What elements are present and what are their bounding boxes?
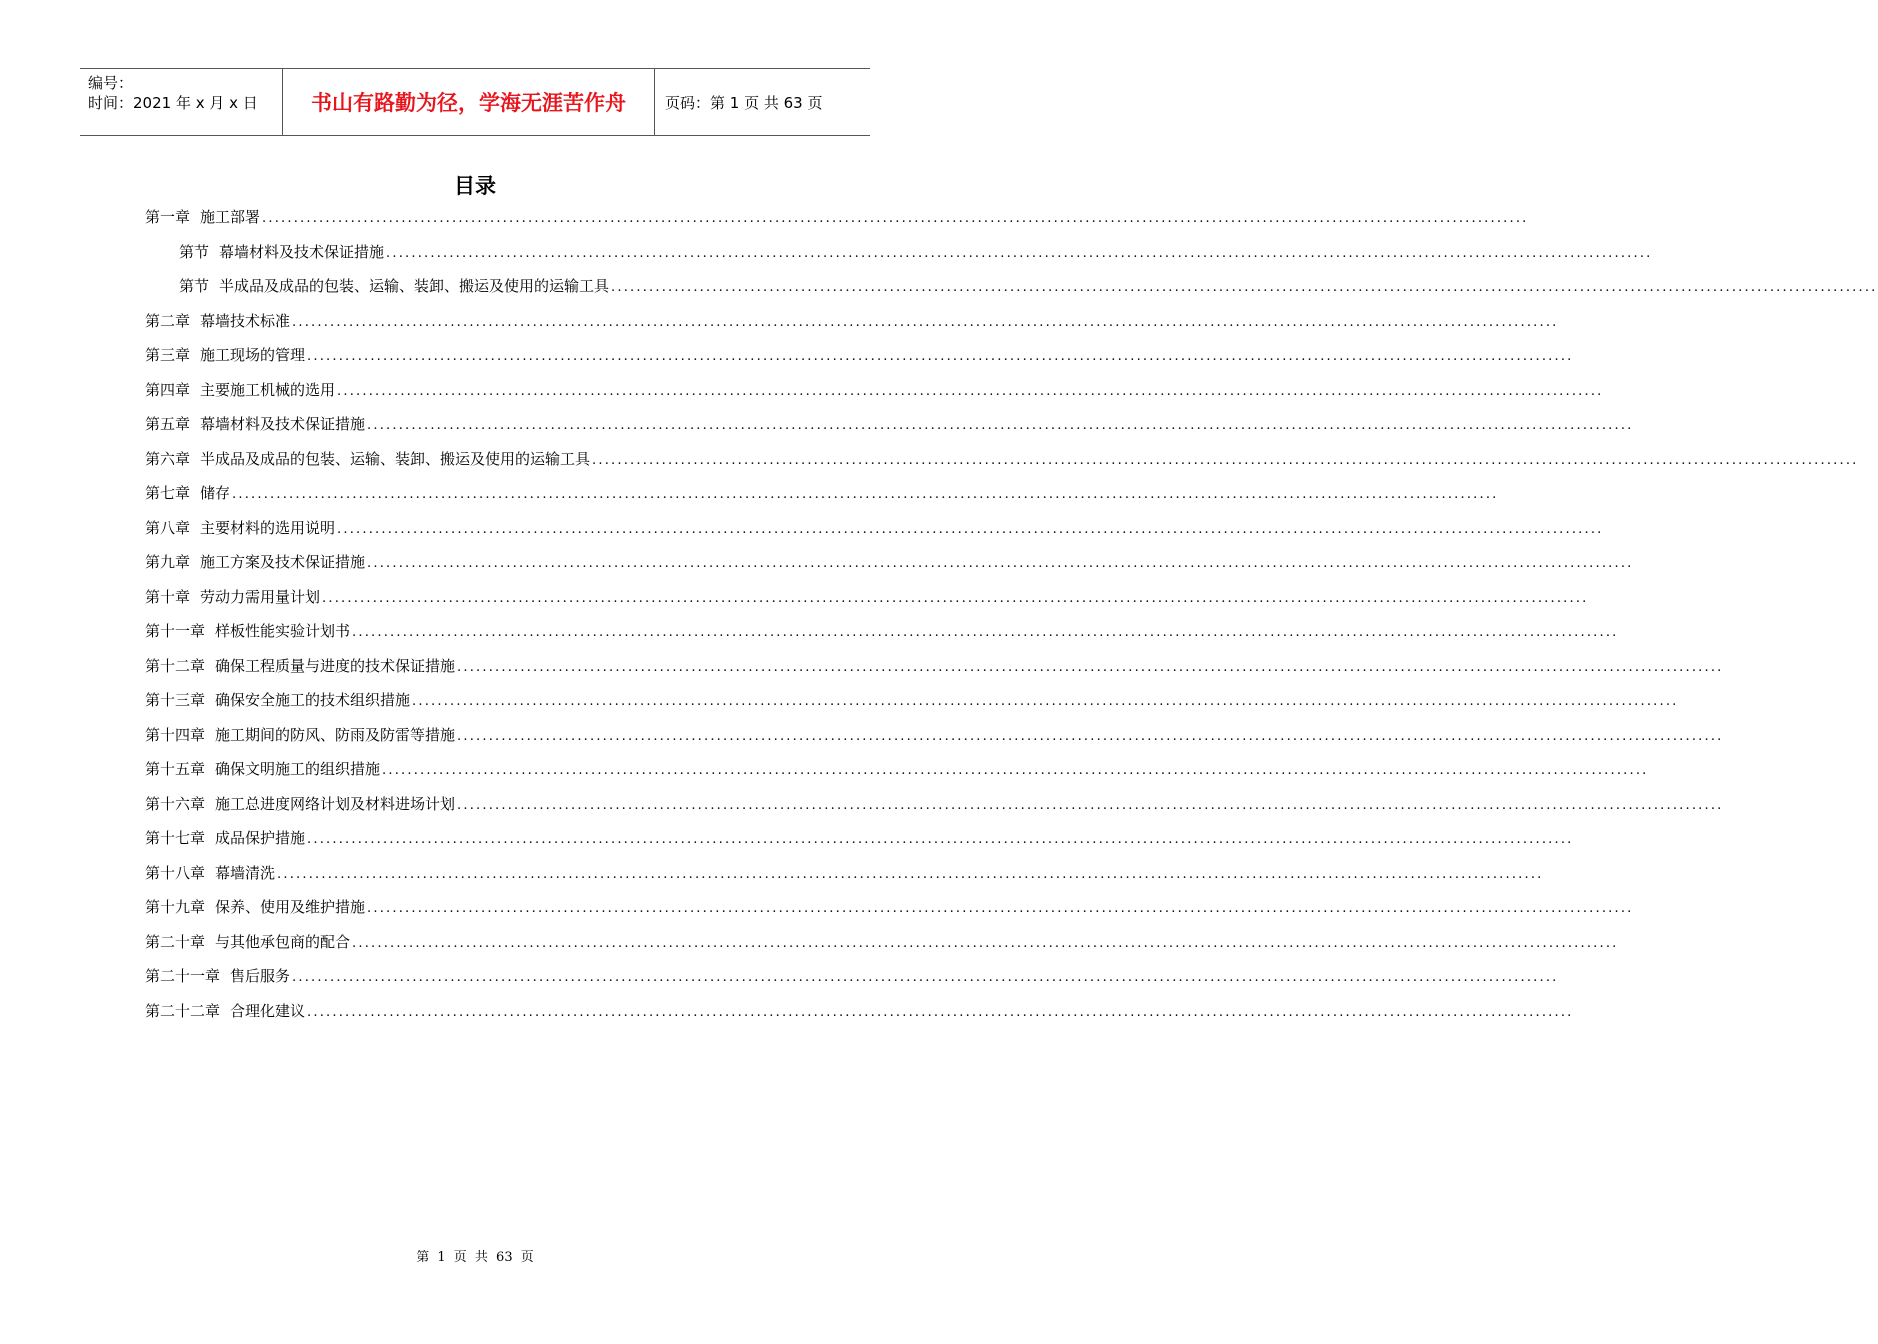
toc-dot-leader: ........................................................................................................................................................................................................	[292, 314, 1559, 330]
toc-entry[interactable]	[145, 206, 1529, 241]
toc-entry-number: 第十五章	[145, 760, 206, 778]
toc-entry[interactable]	[145, 689, 1679, 724]
toc-entry-title: 保养、使用及维护措施	[215, 898, 366, 916]
doc-number-label: 编号：	[88, 74, 134, 92]
toc-entry-number: 第十六章	[145, 794, 206, 813]
toc-entry[interactable]	[145, 586, 1589, 621]
toc-entry-number: 第十四章	[145, 725, 206, 744]
toc-entry-title: 幕墙技术标准	[200, 311, 291, 330]
toc-entry-title: 幕墙材料及技术保证措施	[219, 242, 385, 261]
toc-entry-number: 第六章	[145, 449, 191, 468]
toc-dot-leader: ........................................................................................................................................................................................................	[592, 452, 1859, 468]
toc-dot-leader: ........................................................................................................................................................................................................	[386, 245, 1653, 261]
toc-entry[interactable]	[145, 448, 1859, 483]
header-page-info: 页码：第 1 页 共 63 页	[665, 93, 823, 112]
toc-entry-number: 第十一章	[145, 622, 206, 640]
toc-entry-number: 第二十一章	[145, 967, 221, 985]
toc-dot-leader: ........................................................................................................................................................................................................	[367, 901, 1634, 916]
toc-entry[interactable]	[145, 413, 1634, 448]
toc-dot-leader: ........................................................................................................................................................................................................	[337, 521, 1604, 537]
table-of-contents	[145, 206, 1878, 1034]
toc-entry-title: 储存	[200, 484, 231, 502]
toc-entry[interactable]	[145, 896, 1634, 931]
toc-dot-leader: ........................................................................................................................................................................................................	[262, 211, 1529, 226]
doc-date-label: 时间：2021 年 x 月 x 日	[88, 94, 258, 112]
toc-entry-title: 幕墙材料及技术保证措施	[200, 415, 366, 433]
toc-entry-title: 施工总进度网络计划及材料进场计划	[215, 794, 456, 813]
toc-dot-leader: ........................................................................................................................................................................................................	[352, 935, 1619, 951]
toc-entry[interactable]	[145, 758, 1649, 793]
toc-dot-leader: ........................................................................................................................................................................................................	[382, 763, 1649, 778]
toc-dot-leader: ........................................................................................................................................................................................................	[412, 694, 1679, 709]
toc-entry[interactable]	[145, 517, 1604, 552]
page-footer: 第 1 页 共 63 页	[416, 1250, 534, 1265]
toc-dot-leader: ........................................................................................................................................................................................................	[307, 349, 1574, 364]
toc-title: 目录	[454, 174, 496, 198]
toc-entry-title: 确保工程质量与进度的技术保证措施	[215, 656, 456, 675]
toc-entry-number: 第节	[179, 242, 210, 261]
toc-entry-number: 第十章	[145, 587, 191, 606]
toc-entry-number: 第十三章	[145, 691, 206, 709]
toc-dot-leader: ........................................................................................................................................................................................................	[457, 659, 1724, 675]
toc-entry[interactable]	[145, 551, 1634, 586]
toc-entry-number: 第九章	[145, 553, 191, 571]
toc-entry-title: 售后服务	[230, 967, 291, 985]
toc-entry[interactable]	[145, 827, 1574, 862]
toc-entry-title: 样板性能实验计划书	[215, 622, 351, 640]
header-meta	[80, 69, 282, 135]
toc-entry[interactable]	[145, 241, 1653, 276]
toc-entry[interactable]	[145, 793, 1724, 828]
toc-entry-number: 第一章	[145, 208, 191, 226]
toc-entry[interactable]	[145, 344, 1574, 379]
toc-entry-number: 第八章	[145, 518, 191, 537]
toc-dot-leader: ........................................................................................................................................................................................................	[611, 280, 1878, 295]
toc-entry[interactable]	[145, 379, 1604, 414]
toc-dot-leader: ........................................................................................................................................................................................................	[352, 625, 1619, 640]
toc-dot-leader: ........................................................................................................................................................................................................	[337, 383, 1604, 399]
toc-entry-title: 幕墙清洗	[215, 863, 276, 882]
toc-entry[interactable]	[145, 931, 1619, 966]
toc-entry-title: 主要材料的选用说明	[200, 518, 336, 537]
toc-dot-leader: ........................................................................................................................................................................................................	[277, 866, 1544, 882]
toc-entry-title: 确保安全施工的技术组织措施	[215, 691, 411, 709]
toc-entry-title: 成品保护措施	[215, 829, 306, 847]
toc-entry-number: 第十二章	[145, 656, 206, 675]
toc-entry-title: 半成品及成品的包装、运输、装卸、搬运及使用的运输工具	[200, 449, 591, 468]
toc-entry-title: 劳动力需用量计划	[200, 587, 321, 606]
toc-entry-title: 施工现场的管理	[200, 346, 306, 364]
toc-entry-number: 第十九章	[145, 898, 206, 916]
toc-entry-number: 第五章	[145, 415, 191, 433]
header-motto: 书山有路勤为径，学海无涯苦作舟	[282, 69, 655, 135]
toc-entry-number: 第二章	[145, 311, 191, 330]
toc-entry-number: 第三章	[145, 346, 191, 364]
toc-entry[interactable]	[145, 620, 1619, 655]
toc-entry[interactable]	[145, 862, 1544, 897]
toc-entry-title: 施工期间的防风、防雨及防雷等措施	[215, 725, 456, 744]
toc-entry-title: 施工部署	[200, 208, 261, 226]
page-header	[80, 68, 870, 136]
toc-entry-number: 第二十二章	[145, 1001, 221, 1020]
toc-dot-leader: ........................................................................................................................................................................................................	[367, 418, 1634, 433]
toc-dot-leader: ........................................................................................................................................................................................................	[367, 556, 1634, 571]
toc-entry-number: 第十八章	[145, 863, 206, 882]
toc-entry-number: 第七章	[145, 484, 191, 502]
toc-dot-leader: ........................................................................................................................................................................................................	[292, 970, 1559, 985]
toc-entry[interactable]	[145, 965, 1559, 1000]
toc-dot-leader: ........................................................................................................................................................................................................	[322, 590, 1589, 606]
toc-entry-number: 第二十章	[145, 932, 206, 951]
toc-entry-number: 第节	[179, 277, 210, 295]
toc-entry-title: 半成品及成品的包装、运输、装卸、搬运及使用的运输工具	[219, 277, 610, 295]
toc-dot-leader: ........................................................................................................................................................................................................	[457, 728, 1724, 744]
toc-entry-number: 第十七章	[145, 829, 206, 847]
toc-entry-title: 与其他承包商的配合	[215, 932, 351, 951]
toc-entry[interactable]	[145, 1000, 1574, 1035]
toc-entry[interactable]	[145, 655, 1724, 690]
toc-entry-title: 合理化建议	[230, 1001, 306, 1020]
toc-entry-title: 施工方案及技术保证措施	[200, 553, 366, 571]
toc-entry[interactable]	[145, 275, 1878, 310]
toc-entry[interactable]	[145, 482, 1499, 517]
toc-dot-leader: ........................................................................................................................................................................................................	[307, 832, 1574, 847]
toc-dot-leader: ........................................................................................................................................................................................................	[307, 1004, 1574, 1020]
toc-entry-number: 第四章	[145, 380, 191, 399]
toc-dot-leader: ........................................................................................................................................................................................................	[457, 797, 1724, 813]
toc-entry[interactable]	[145, 310, 1559, 345]
toc-dot-leader: ........................................................................................................................................................................................................	[232, 487, 1499, 502]
toc-entry-title: 主要施工机械的选用	[200, 380, 336, 399]
toc-entry[interactable]	[145, 724, 1724, 759]
toc-entry-title: 确保文明施工的组织措施	[215, 760, 381, 778]
